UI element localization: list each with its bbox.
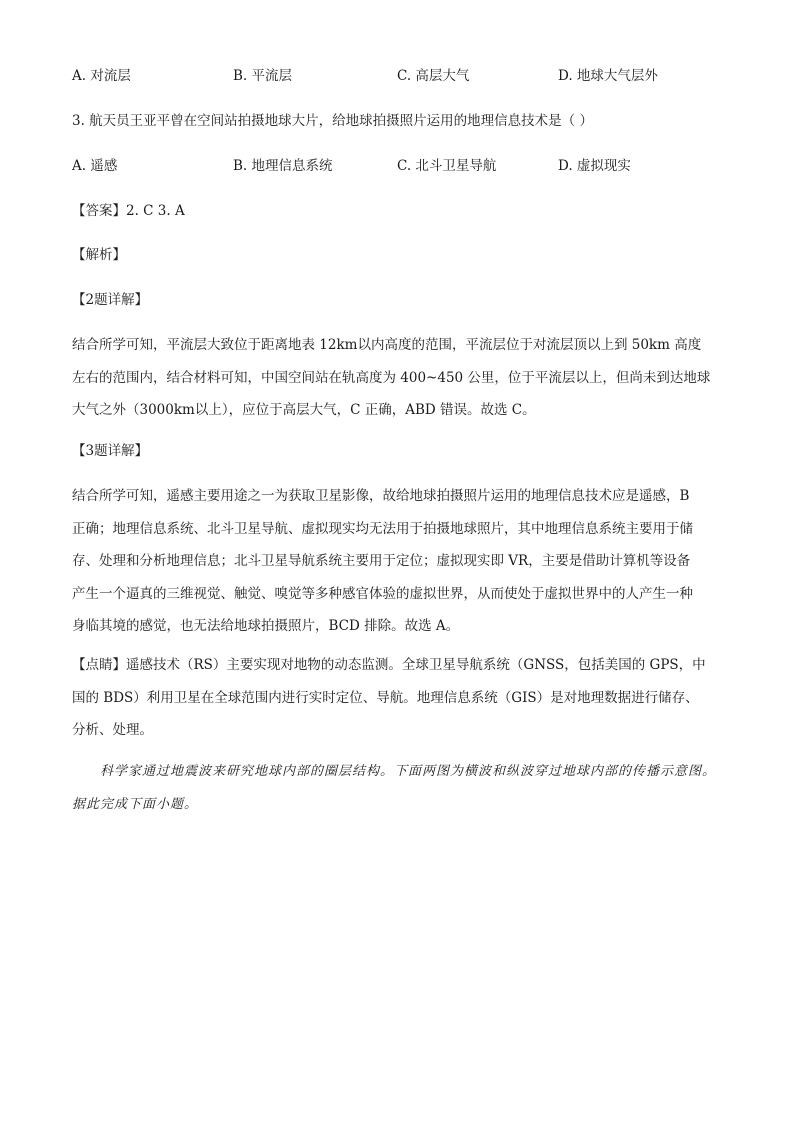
q2-detail-line: 结合所学可知，平流层大致位于距离地表 12km以内高度的范围，平流层位于对流层顶以上到 50km 高度 (72, 337, 702, 353)
q2-detail-heading: 【2题详解】 (72, 292, 149, 308)
analysis-label: 【解析】 (72, 247, 126, 263)
intro-line: 据此完成下面小题。 (72, 796, 199, 812)
q3-detail-line: 身临其境的感觉，也无法给地球拍摄照片，BCD 排除。故选 A。 (72, 618, 460, 634)
q2-detail-line: 左右的范围内，结合材料可知，中国空间站在轨高度为 400~450 公里，位于平流层以上，但尚未到达地球 (72, 369, 711, 386)
q3-option-b: B. 地理信息系统 (233, 158, 333, 174)
q3-detail-line: 结合所学可知，遥感主要用途之一为获取卫星影像，故给地球拍摄照片运用的地理信息技术应是遥感，B (72, 488, 690, 504)
intro-line: 科学家通过地震波来研究地球内部的圈层结构。下面两图为横波和纵波穿过地球内部的传播示意图。 (100, 764, 717, 779)
option-a: A. 对流层 (72, 68, 131, 84)
comment-line: 【点睛】遥感技术（RS）主要实现对地物的动态监测。全球卫星导航系统（GNSS，包括美国的 GPS，中 (72, 657, 706, 673)
answer-line (72, 201, 185, 221)
q3-detail-line: 产生一个逼真的三维视觉、触觉、嗅觉等多种感官体验的虚拟世界，从而使处于虚拟世界中的人产生一种 (72, 585, 693, 602)
option-d: D. 地球大气层外 (558, 68, 658, 84)
option-c: C. 高层大气 (397, 68, 470, 84)
q3-option-d: D. 虚拟现实 (558, 158, 631, 174)
comment-line: 国的 BDS）利用卫星在全球范围内进行实时定位、导航。地理信息系统（GIS）是对地理数据进行储存、 (72, 689, 699, 706)
q3-detail-heading: 【3题详解】 (72, 443, 149, 459)
q2-detail-line: 大气之外（3000km以上），应位于高层大气，C 正确，ABD 错误。故选 C。 (72, 402, 536, 418)
q3-option-a: A. 遥感 (72, 158, 118, 174)
comment-line: 分析、处理。 (72, 722, 153, 738)
option-b: B. 平流层 (233, 68, 293, 84)
q3-option-c: C. 北斗卫星导航 (397, 158, 497, 174)
q3-detail-line: 存、处理和分析地理信息；北斗卫星导航系统主要用于定位；虚拟现实即 VR，主要是借助计算机等设备 (72, 553, 691, 569)
intro-body (72, 756, 750, 821)
q3-detail-body (72, 480, 722, 643)
answer-text: 2. C 3. A (126, 203, 185, 219)
q2-detail-body (72, 329, 722, 427)
answer-label: 【答案】 (72, 203, 126, 219)
q3-detail-line: 正确；地理信息系统、北斗卫星导航、虚拟现实均无法用于拍摄地球照片，其中地理信息系统主要用于储 (72, 520, 693, 537)
comment-body (72, 649, 722, 747)
question-3-stem: 3. 航天员王亚平曾在空间站拍摄地球大片，给地球拍摄照片运用的地理信息技术是（ ） (72, 113, 593, 129)
